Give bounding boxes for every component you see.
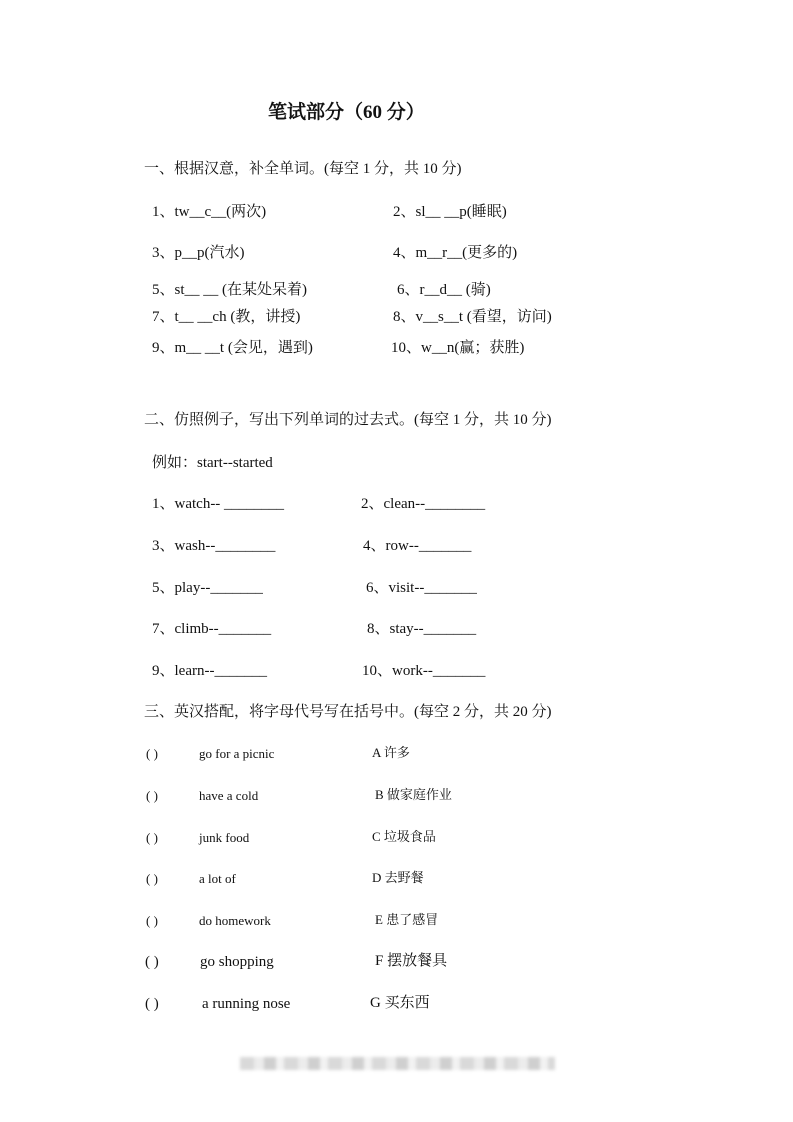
s3-english-phrase: do homework xyxy=(199,913,271,928)
s3-answer-paren: ( ) xyxy=(146,788,158,803)
s3-english-phrase: go for a picnic xyxy=(199,746,275,761)
section-1-heading: 一、根据汉意，补全单词。(每空 1 分，共 10 分) xyxy=(144,161,462,177)
s3-answer-paren: ( ) xyxy=(146,830,158,845)
s1-item-10: 10、w__n(赢；获胜) xyxy=(391,340,525,356)
s3-english-phrase: junk food xyxy=(199,830,250,845)
s1-item-7: 7、t__ __ch (教，讲授) xyxy=(152,309,301,325)
s2-item-10: 10、work--_______ xyxy=(362,663,486,679)
s3-chinese-meaning: B 做家庭作业 xyxy=(375,787,452,802)
s2-item-5: 5、play--_______ xyxy=(152,580,263,596)
s3-chinese-meaning: G 买东西 xyxy=(370,995,430,1011)
s2-item-7: 7、climb--_______ xyxy=(152,621,272,637)
s2-item-1: 1、watch-- ________ xyxy=(152,496,285,512)
s2-item-9: 9、learn--_______ xyxy=(152,663,267,679)
s1-item-5: 5、st__ __ (在某处呆着) xyxy=(152,282,307,298)
s3-answer-paren: ( ) xyxy=(146,913,158,928)
s3-chinese-meaning: F 摆放餐具 xyxy=(375,953,448,969)
s1-item-3: 3、p__p(汽水) xyxy=(152,245,245,261)
s2-item-8: 8、stay--_______ xyxy=(367,621,477,637)
s1-item-1: 1、tw__c__(两次) xyxy=(152,204,267,220)
s3-chinese-meaning: A 许多 xyxy=(372,745,410,760)
s3-chinese-meaning: C 垃圾食品 xyxy=(372,829,436,844)
s1-item-8: 8、v__s__t (看望，访问) xyxy=(393,309,552,325)
s3-answer-paren: ( ) xyxy=(145,996,159,1012)
s3-answer-paren: ( ) xyxy=(146,746,158,761)
s1-item-6: 6、r__d__ (骑) xyxy=(397,282,491,298)
s2-item-6: 6、visit--_______ xyxy=(366,580,477,596)
s1-item-9: 9、m__ __t (会见，遇到) xyxy=(152,340,313,356)
blurred-footer-watermark xyxy=(240,1057,555,1070)
s2-item-3: 3、wash--________ xyxy=(152,538,276,554)
section-3-heading: 三、英汉搭配，将字母代号写在括号中。(每空 2 分，共 20 分) xyxy=(144,704,552,720)
s3-chinese-meaning: E 患了感冒 xyxy=(375,912,439,927)
s2-example: 例如：start--started xyxy=(152,455,273,471)
s3-english-phrase: a lot of xyxy=(199,871,236,886)
page-title: 笔试部分（60 分） xyxy=(268,102,425,123)
s2-item-4: 4、row--_______ xyxy=(363,538,472,554)
s3-answer-paren: ( ) xyxy=(146,871,158,886)
s3-english-phrase: have a cold xyxy=(199,788,259,803)
s3-answer-paren: ( ) xyxy=(145,954,159,970)
s1-item-4: 4、m__r__(更多的) xyxy=(393,245,518,261)
s3-chinese-meaning: D 去野餐 xyxy=(372,870,424,885)
s2-item-2: 2、clean--________ xyxy=(361,496,486,512)
s3-english-phrase: a running nose xyxy=(202,996,291,1012)
s1-item-2: 2、sl__ __p(睡眠) xyxy=(393,204,507,220)
s3-english-phrase: go shopping xyxy=(200,954,274,970)
section-2-heading: 二、仿照例子，写出下列单词的过去式。(每空 1 分，共 10 分) xyxy=(144,412,552,428)
